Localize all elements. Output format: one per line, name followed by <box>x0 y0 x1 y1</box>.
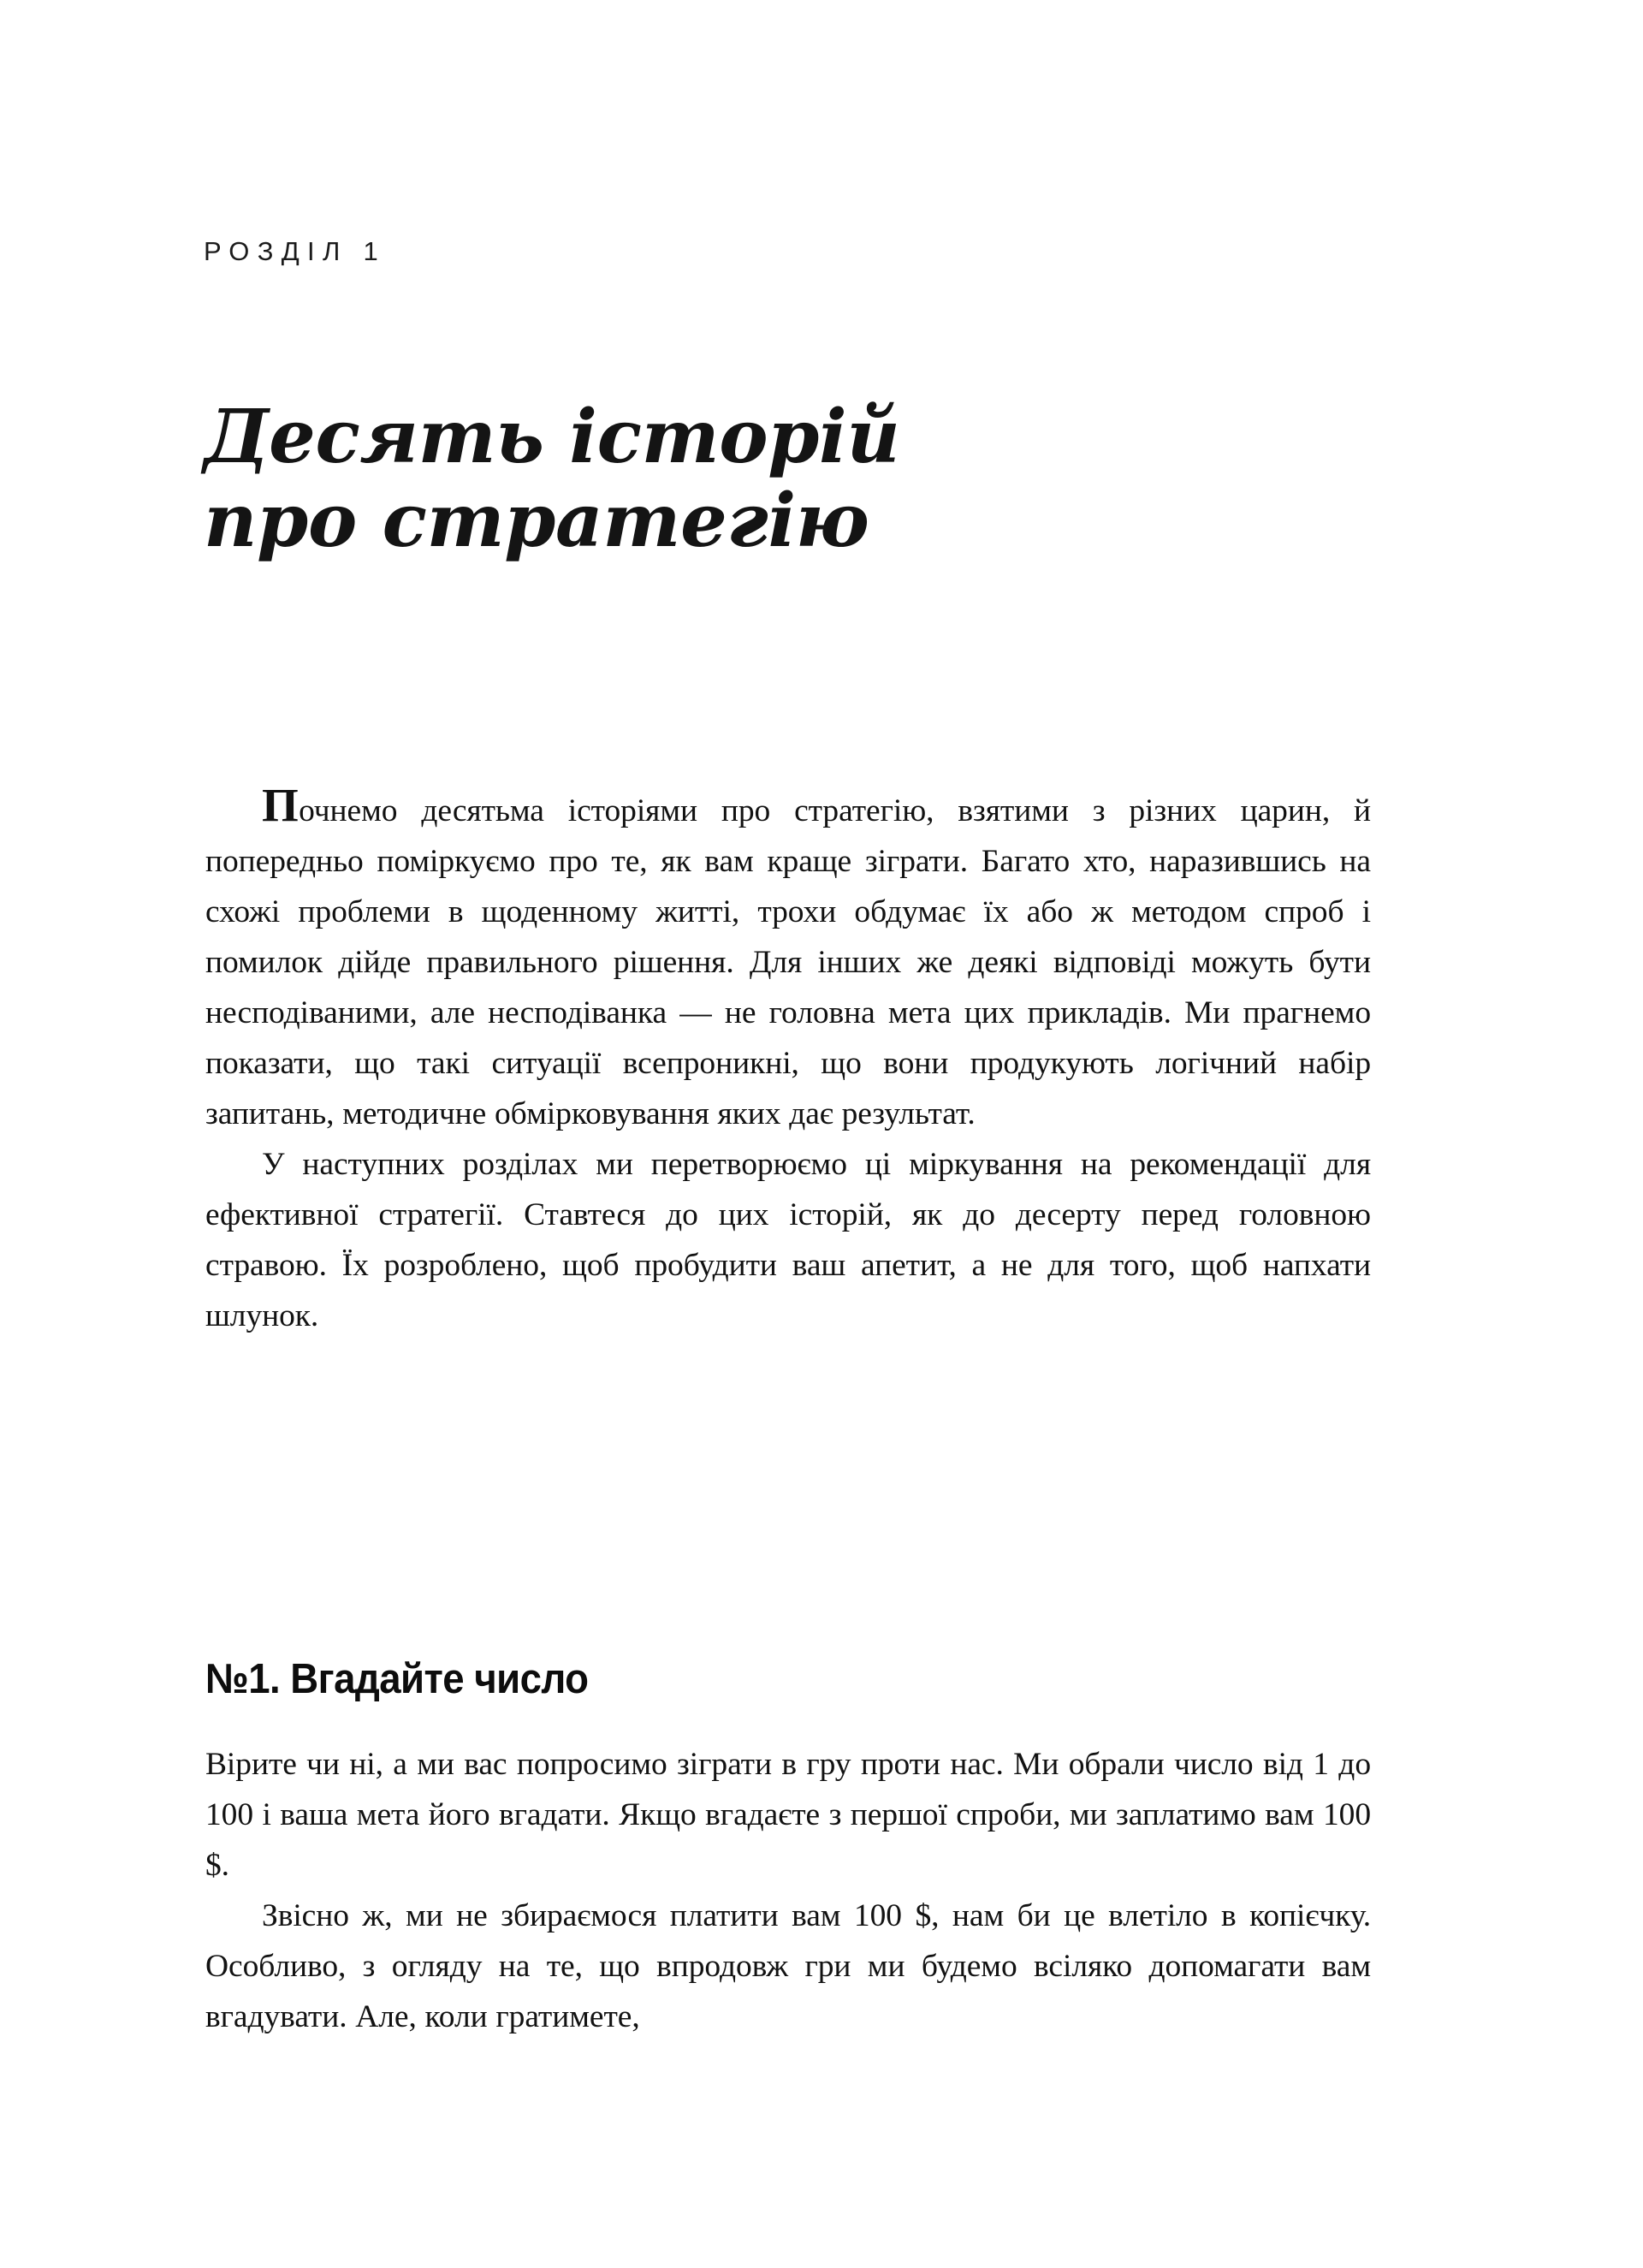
chapter-title-line-2: про стратегію <box>204 477 869 564</box>
section-paragraph-2: Звісно ж, ми не збираємося платити вам 100 $, нам би це влетіло в копієчку. Особливо, з огляду на те, що впродовж гри ми будемо всіляко допомагати вам вгадувати. Але, коли гратимете, <box>205 1898 1371 2034</box>
intro-paragraph-2: У наступних розділах ми перетворюємо ці міркування на рекомендації для ефективної стратегії. Ставтеся до цих історій, як до десерту перед головною стравою. Їх розроблено, щоб пробудити ваш апетит, а не для того, щоб напхати шлунок. <box>205 1147 1371 1333</box>
intro-body <box>205 779 1371 1341</box>
section-heading: №1. Вгадайте число <box>205 1655 589 1702</box>
intro-paragraph-1-text: очнемо десятьма історіями про стратегію, взятими з різних царин, й попередньо поміркуємо про те, як вам краще зіграти. Багато хто, наразившись на схожі проблеми в щоденному житті, трохи обдумає їх або ж методом спроб і помилок дійде правильного рішення. Для інших же деякі відповіді можуть бути несподіваними, але несподіванка — не головна мета цих прикладів. Ми прагнемо показати, що такі ситуації всепроникні, що вони продукують логічний набір запитань, методичне обмірковування яких дає результат. <box>205 793 1371 1131</box>
section-paragraph-1: Вірите чи ні, а ми вас попросимо зіграти в гру проти нас. Ми обрали число від 1 до 100 і ваша мета його вгадати. Якщо вгадаєте з першої спроби, ми заплатимо вам 100 $. <box>205 1747 1371 1883</box>
chapter-label: РОЗДІЛ 1 <box>204 236 387 266</box>
chapter-title-line-1: Десять історій <box>204 393 900 480</box>
raised-cap: П <box>262 779 300 831</box>
chapter-title <box>204 395 1402 563</box>
intro-paragraph-1 <box>205 779 1371 1139</box>
section-body <box>205 1739 1371 2042</box>
